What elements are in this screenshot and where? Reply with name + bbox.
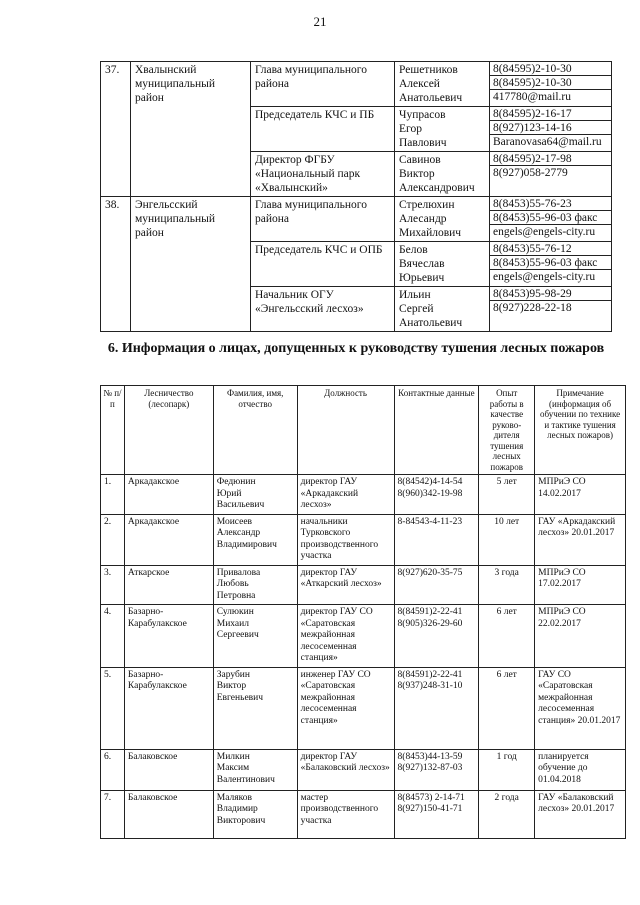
header-forestry: Лесничество (лесопарк) [124,386,213,475]
header-note: Примечание (информация об обучении по технике и тактике тушения лесных пожаров) [535,386,626,475]
contact-line: 8(84595)2-17-98 [490,152,611,166]
person-name [213,749,297,790]
contact-line: 8(84595)2-16-17 [490,107,611,121]
official-name-line: Павлович [399,137,447,149]
official-name-line: Стрелюхин [399,199,455,211]
official-name-line: Савинов [399,154,441,166]
forestry-name: Балаковское [124,790,213,838]
official-name [395,152,490,197]
contact-line: 8(84595)2-10-30 [490,62,611,76]
forestry-name: Балаковское [124,749,213,790]
official-name-line: Алесандр [399,213,447,225]
person-contacts [394,667,479,749]
official-name [395,287,490,332]
contact-line: engels@engels-city.ru [493,271,596,283]
person-contacts-line: 8(8453)44-13-59 [397,751,463,762]
official-position: Глава муниципального района [251,62,395,107]
contact-line: Baranovasa64@mail.ru [493,136,602,148]
person-name [213,565,297,605]
table-header-row [101,386,626,475]
person-name-line: Валентинович [216,774,275,785]
person-name [213,475,297,515]
official-contacts [490,62,612,107]
official-name-line: Александрович [399,182,475,194]
official-name [395,197,490,242]
person-name [213,790,297,838]
person-contacts [394,749,479,790]
row-number: 4. [101,605,125,668]
person-contacts [394,565,479,605]
table-row [101,667,626,749]
experience: 1 год [479,749,535,790]
official-name [395,107,490,152]
training-note: МПРиЭ СО 17.02.2017 [535,565,626,605]
table-row [101,475,626,515]
person-name-line: Юрий [216,488,242,499]
official-name-line: Ильин [399,289,431,301]
person-contacts-line: 8(84542)4-14-54 [397,477,463,487]
official-position: Председатель КЧС и ОПБ [251,242,395,287]
experience: 2 года [479,790,535,838]
person-name [213,514,297,565]
official-position: Глава муниципального района [251,197,395,242]
header-contacts: Контактные данные [394,386,479,475]
person-contacts-line: 8(84591)2-22-41 [397,669,463,680]
person-position: начальники Турковского производственного участка [297,514,394,565]
forestry-name: Базарно-Карабулакское [124,605,213,668]
official-name [395,242,490,287]
forestry-name: Аткарское [124,565,213,605]
contact-line: 8(8453)95-98-29 [490,287,611,301]
person-name-line: Евгеньевич [216,692,264,703]
person-contacts-line: 8-84543-4-11-23 [397,516,463,527]
person-name-line: Зарубин [216,669,250,680]
row-number: 3. [101,565,125,605]
contact-line: 417780@mail.ru [493,91,571,103]
table-row [101,749,626,790]
table-row [101,565,626,605]
person-name-line: Маляков [216,792,252,803]
person-contacts-line: 8(927)620-35-75 [397,567,463,578]
training-note: ГАУ «Аркадакский лесхоз» 20.01.2017 [535,514,626,565]
row-number: 2. [101,514,125,565]
person-contacts-line: 8(905)326-29-60 [397,618,463,629]
person-name-line: Максим [216,763,250,773]
person-contacts [394,514,479,565]
official-name-line: Вячеслав [399,258,445,270]
person-name-line: Викторович [216,815,266,826]
person-name-line: Виктор [216,681,247,691]
person-contacts [394,475,479,515]
contact-line: 8(8453)55-96-03 факс [490,211,611,225]
person-contacts-line: 8(927)150-41-71 [397,804,463,814]
person-name-line: Александр [216,528,261,538]
person-contacts [394,790,479,838]
contact-line: 8(8453)55-76-12 [490,242,611,256]
district-name: Энгельсский муниципальный район [131,197,251,332]
header-position: Должность [297,386,394,475]
person-name-line: Привалова [216,567,261,578]
person-name-line: Владимирович [216,539,277,550]
person-name-line: Васильевич [216,500,265,510]
experience: 3 года [479,565,535,605]
person-name-line: Моисеев [216,516,253,527]
person-name-line: Владимир [216,804,258,814]
row-number: 5. [101,667,125,749]
district-number: 38. [101,197,131,332]
contact-line: 8(84595)2-10-30 [490,76,611,90]
table-row [101,514,626,565]
person-contacts-line: 8(927)132-87-03 [397,763,463,773]
page-number: 21 [313,14,327,29]
forestry-name: Аркадакское [124,475,213,515]
person-name-line: Сергеевич [216,630,259,640]
table-row [101,197,612,242]
person-name-line: Милкин [216,751,250,762]
forestry-name: Аркадакское [124,514,213,565]
person-contacts-line: 8(960)342-19-98 [397,488,463,499]
person-position: мастер производственного участка [297,790,394,838]
header-name: Фамилия, имя, отчество [213,386,297,475]
experience: 10 лет [479,514,535,565]
official-contacts [490,152,612,197]
forestry-name: Базарно-Карабулакское [124,667,213,749]
person-contacts-line: 8(84573) 2-14-71 [397,792,465,803]
district-number: 37. [101,62,131,197]
person-name-line: Любовь [216,579,249,589]
contact-line: 8(927)123-14-16 [490,121,611,135]
experience: 5 лет [479,475,535,515]
official-name-line: Михайлович [399,227,462,239]
person-name-line: Сулюкин [216,607,254,617]
table-row [101,790,626,838]
row-number: 7. [101,790,125,838]
training-note: ГАУ «Балаковский лесхоз» 20.01.2017 [535,790,626,838]
contact-line: 8(927)058-2779 [493,167,568,179]
training-note: ГАУ СО «Саратовская межрайонная лесосеменная станция» 20.01.2017 [535,667,626,749]
person-position: директор ГАУ «Аркадакский лесхоз» [297,475,394,515]
section-title: 6. Информация о лицах, допущенных к руководству тушения лесных пожаров [107,341,605,356]
official-name [395,62,490,107]
official-name-line: Чупрасов [399,109,446,121]
person-position: директор ГАУ «Аткарский лесхоз» [297,565,394,605]
header-no: № п/п [101,386,125,475]
official-name-line: Виктор [399,168,435,180]
training-note: МПРиЭ СО 14.02.2017 [535,475,626,515]
person-contacts-line: 8(937)248-31-10 [397,681,463,691]
contact-line: 8(927)228-22-18 [493,302,572,314]
official-name-line: Алексей [399,78,440,90]
official-name-line: Решетников [399,64,458,76]
person-position: инженер ГАУ СО «Саратовская межрайонная лесосеменная станция» [297,667,394,749]
official-name-line: Анатольевич [399,317,463,329]
fire-leaders-table [100,385,626,839]
person-contacts [394,605,479,668]
official-name-line: Анатольевич [399,92,463,104]
official-position: Председатель КЧС и ПБ [251,107,395,152]
contact-line: 8(8453)55-76-23 [490,197,611,211]
experience: 6 лет [479,605,535,668]
official-contacts [490,287,612,332]
district-contacts-table [100,61,612,332]
training-note: планируется обучение до 01.04.2018 [535,749,626,790]
district-name: Хвалынский муниципальный район [131,62,251,197]
training-note: МПРиЭ СО 22.02.2017 [535,605,626,668]
experience: 6 лет [479,667,535,749]
person-name-line: Федюнин [216,477,256,487]
official-name-line: Юрьевич [399,272,445,284]
official-position: Начальник ОГУ «Энгельсский лесхоз» [251,287,395,332]
header-experience: Опыт работы в качестве руково-дителя тушения лесных пожаров [479,386,535,475]
official-contacts [490,197,612,242]
person-name-line: Михаил [216,618,249,629]
official-position: Директор ФГБУ «Национальный парк «Хвалынский» [251,152,395,197]
row-number: 1. [101,475,125,515]
person-name [213,667,297,749]
person-name-line: Петровна [216,590,256,601]
official-name-line: Егор [399,123,422,135]
person-contacts-line: 8(84591)2-22-41 [397,607,463,617]
person-position: директор ГАУ СО «Саратовская межрайонная лесосеменная станция» [297,605,394,668]
person-name [213,605,297,668]
table-row [101,605,626,668]
official-contacts [490,107,612,152]
contact-line: 8(8453)55-96-03 факс [490,256,611,270]
person-position: директор ГАУ «Балаковский лесхоз» [297,749,394,790]
table-row [101,62,612,107]
official-name-line: Сергей [399,303,434,315]
official-name-line: Белов [399,244,428,256]
official-contacts [490,242,612,287]
row-number: 6. [101,749,125,790]
contact-line: engels@engels-city.ru [493,226,596,238]
